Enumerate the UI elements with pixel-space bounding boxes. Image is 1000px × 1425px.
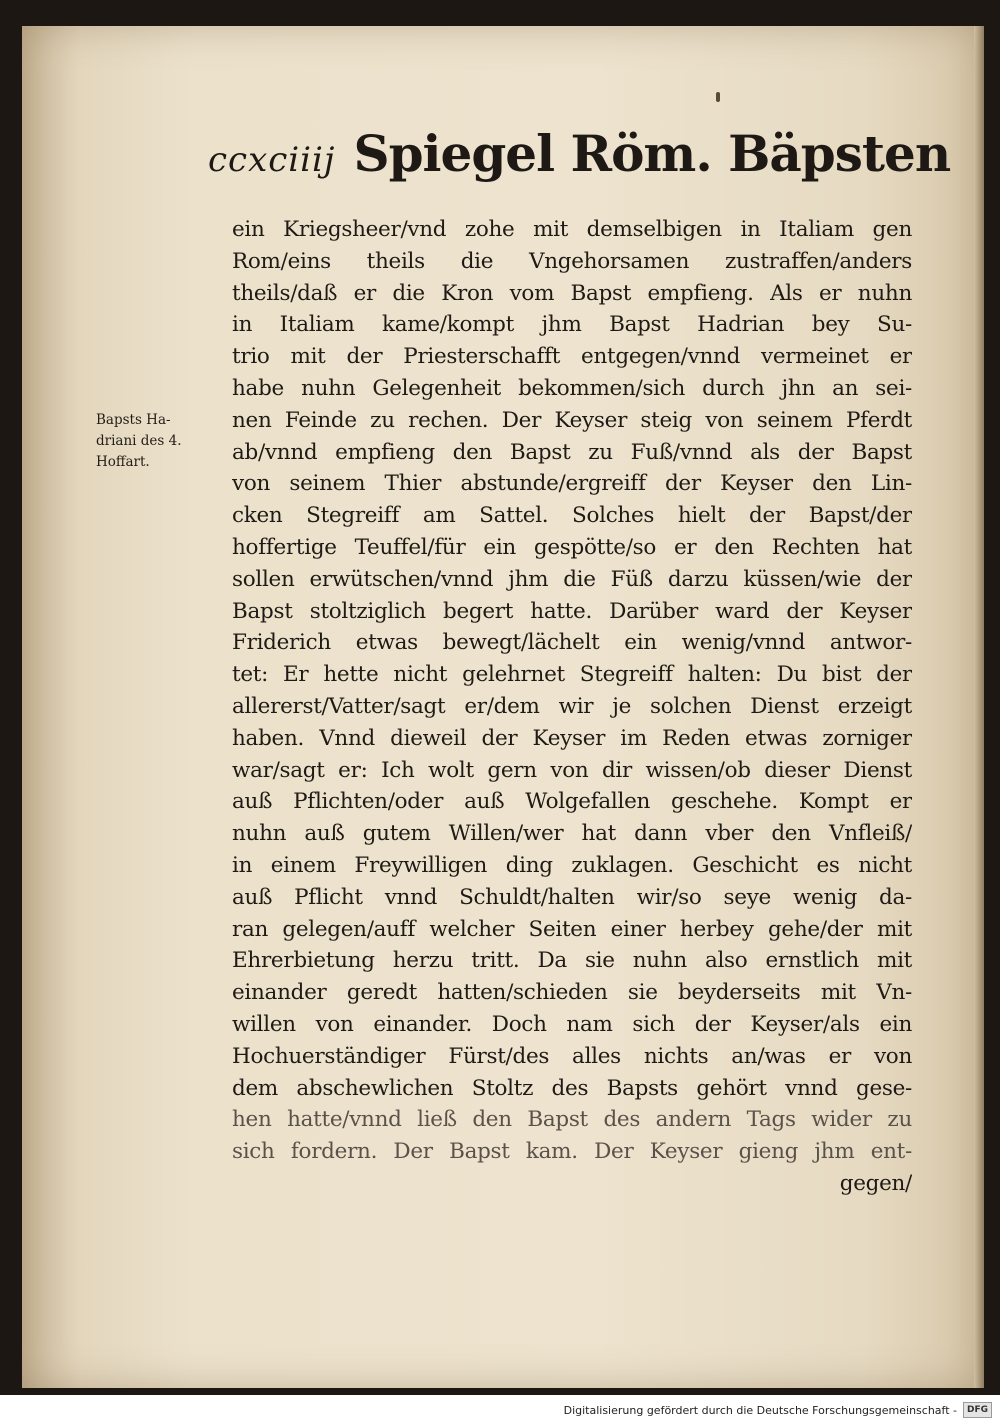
- body-text: [232, 214, 912, 1200]
- text-line: Friderich etwas bewegt/lächelt ein wenig/vnnd antwor-: [232, 630, 912, 656]
- catchword: gegen/: [839, 1170, 912, 1196]
- text-line: in einem Freywilligen ding zuklagen. Geschicht es nicht: [232, 852, 912, 878]
- text-line: theils/daß er die Kron vom Bapst empfieng. Als er nuhn: [232, 280, 912, 306]
- text-line: Hochuerständiger Fürst/des alles nichts an/was er von: [232, 1043, 912, 1069]
- text-line: auß Pflicht vnnd Schuldt/halten wir/so seye wenig da-: [232, 884, 912, 910]
- text-line: allererst/Vatter/sagt er/dem wir je solchen Dienst erzeigt: [232, 693, 912, 719]
- text-line: sich fordern. Der Bapst kam. Der Keyser gieng jhm ent-: [232, 1139, 912, 1165]
- text-line: einander geredt hatten/schieden sie beyderseits mit Vn-: [232, 980, 912, 1006]
- text-line: auß Pflichten/oder auß Wolgefallen geschehe. Kompt er: [232, 789, 912, 815]
- text-line: ran gelegen/auff welcher Seiten einer herbey gehe/der mit: [232, 916, 912, 942]
- text-line: ein Kriegsheer/vnd zohe mit demselbigen in Italiam gen: [232, 217, 912, 242]
- text-line: von seinem Thier abstunde/ergreiff der Keyser den Lin-: [232, 471, 912, 497]
- running-title: Spiegel Röm. Bäpsten: [353, 124, 951, 183]
- marginal-note: [96, 410, 226, 473]
- text-line: nen Feinde zu rechen. Der Keyser steig von seinem Pferdt: [232, 407, 912, 433]
- ink-mark: [716, 92, 720, 102]
- marginal-note-line: driani des 4.: [96, 433, 182, 449]
- running-head: [208, 124, 951, 214]
- marginal-note-line: Hoffart.: [96, 454, 150, 470]
- page-edge: [974, 26, 984, 1388]
- text-line: trio mit der Priesterschafft entgegen/vnnd vermeinet er: [232, 344, 912, 370]
- footer-credit: [564, 1399, 992, 1421]
- text-line: Ehrerbietung herzu tritt. Da sie nuhn also ernstlich mit: [232, 948, 912, 974]
- credit-text: Digitalisierung gefördert durch die Deutsche Forschungsgemeinschaft -: [563, 1403, 957, 1417]
- text-line: in Italiam kame/kompt jhm Bapst Hadrian bey Su-: [232, 312, 912, 338]
- text-line: hen hatte/vnnd ließ den Bapst des andern Tags wider zu: [232, 1107, 912, 1133]
- text-line: sollen erwütschen/vnnd jhm die Füß darzu küssen/wie der: [232, 566, 912, 592]
- text-line: hoffertige Teuffel/für ein gespötte/so er den Rechten hat: [232, 534, 912, 560]
- text-line: Bapst stoltziglich begert hatte. Darüber ward der Keyser: [232, 598, 912, 624]
- text-line: cken Stegreiff am Sattel. Solches hielt der Bapst/der: [232, 503, 912, 529]
- text-line: habe nuhn Gelegenheit bekommen/sich durch jhn an sei-: [232, 375, 912, 401]
- marginal-note-line: Bapsts Ha-: [96, 412, 171, 428]
- page-folio: ccxciiij: [208, 140, 336, 180]
- text-line: willen von einander. Doch nam sich der Keyser/als ein: [232, 1011, 912, 1037]
- text-line: Rom/eins theils die Vngehorsamen zustraffen/anders: [232, 248, 912, 274]
- text-line: ab/vnnd empfieng den Bapst zu Fuß/vnnd als der Bapst: [232, 439, 912, 465]
- text-line: haben. Vnnd dieweil der Keyser im Reden etwas zorniger: [232, 725, 912, 751]
- text-line: dem abschewlichen Stoltz des Bapsts gehört vnnd gese-: [232, 1075, 912, 1101]
- text-line: tet: Er hette nicht gelehrnet Stegreiff halten: Du bist der: [232, 662, 912, 688]
- dfg-logo: DFG: [963, 1402, 992, 1418]
- text-line: war/sagt er: Ich wolt gern von dir wissen/ob dieser Dienst: [232, 757, 912, 783]
- text-line: nuhn auß gutem Willen/wer hat dann vber den Vnfleiß/: [232, 821, 912, 847]
